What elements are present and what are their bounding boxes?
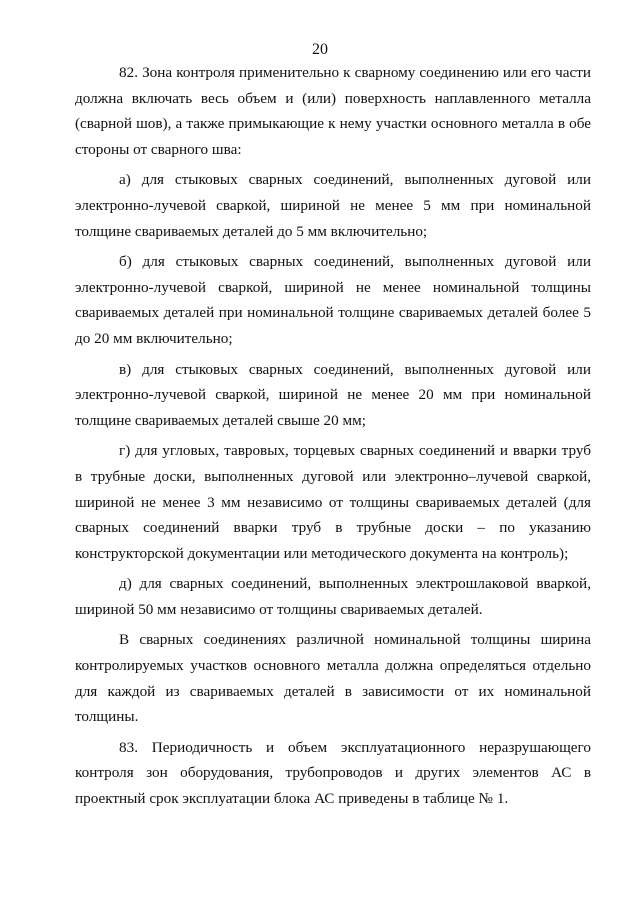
paragraph-item-v: в) для стыковых сварных соединений, выполненных дуговой или электронно-лучевой сваркой, шириной не менее 20 мм при номинальной толщине свариваемых деталей свыше 20 мм; (75, 360, 591, 429)
paragraph-item-d: д) для сварных соединений, выполненных электрошлаковой вваркой, шириной 50 мм независимо от толщины свариваемых деталей. (75, 575, 591, 618)
paragraph-item-g: г) для угловых, тавровых, торцевых сварных соединений и вварки труб в трубные доски, выполненных дуговой или электронно–лучевой сваркой, шириной не менее 3 мм независимо от толщины свариваемых деталей (для сварных соединений вварки труб в трубные доски – по указанию конструкторской документации или методического документа на контроль); (75, 442, 591, 562)
paragraph-different-thickness: В сварных соединениях различной номинальной толщины ширина контролируемых участков основного металла должна определяться отдельно для каждой из свариваемых деталей в зависимости от их номинальной толщины. (75, 631, 591, 726)
paragraph-82-intro: 82. Зона контроля применительно к сварному соединению или его части должна включать весь объем и (или) поверхность наплавленного металла (сварной шов), а также примыкающие к нему участки основного металла в обе стороны от сварного шва: (75, 64, 591, 158)
paragraph-item-a: а) для стыковых сварных соединений, выполненных дуговой или электронно-лучевой сваркой, шириной не менее 5 мм при номинальной толщине свариваемых деталей до 5 мм включительно; (75, 171, 591, 240)
document-body (75, 60, 591, 817)
page-number: 20 (312, 41, 328, 58)
paragraph-item-b: б) для стыковых сварных соединений, выполненных дуговой или электронно-лучевой сваркой, шириной не менее номинальной толщины свариваемых деталей при номинальной толщине свариваемых деталей более 5 до 20 мм включительно; (75, 253, 591, 347)
paragraph-83: 83. Периодичность и объем эксплуатационного неразрушающего контроля зон оборудования, трубопроводов и других элементов АС в проектный срок эксплуатации блока АС приведены в таблице № 1. (75, 738, 591, 808)
